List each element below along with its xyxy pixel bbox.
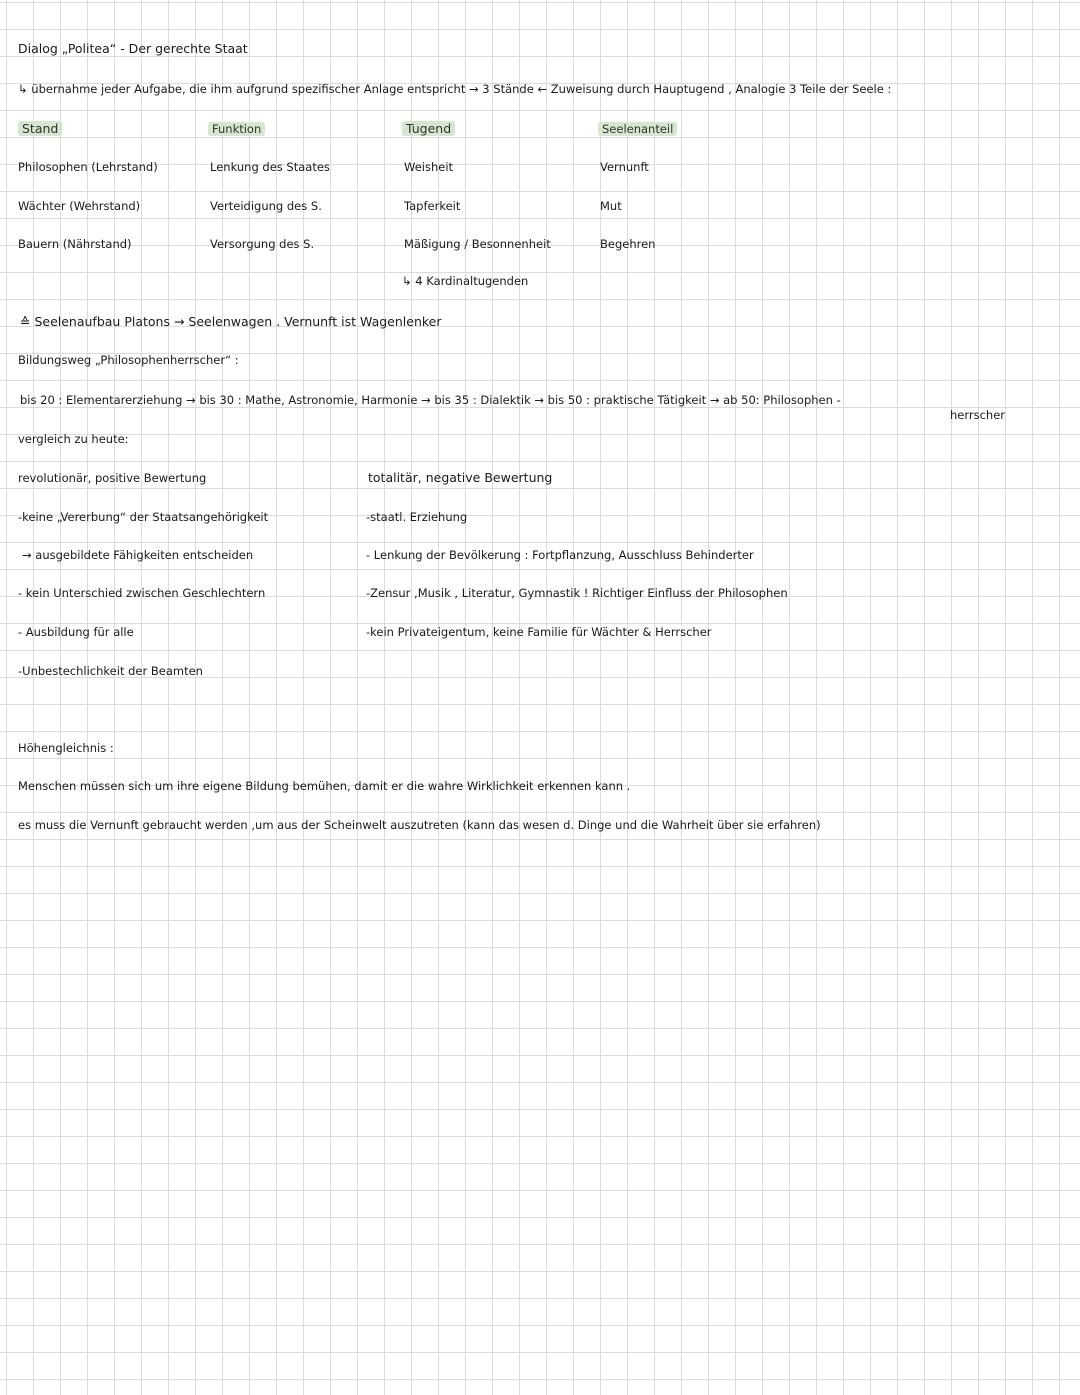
list-item: → ausgebildete Fähigkeiten entscheiden [22,548,254,562]
table-cell: Wächter (Wehrstand) [18,199,141,213]
table-cell: Lenkung des Staates [210,160,330,174]
bildungsweg-continuation: herrscher [950,408,1006,422]
list-item: -keine „Vererbung“ der Staatsangehörigkeit [18,510,269,524]
table-header-funktion [208,121,265,137]
header-label: Stand [18,121,62,136]
table-cell: Mut [600,199,622,213]
intro-line: ↳ übernahme jeder Aufgabe, die ihm aufgrund spezifischer Anlage entspricht → 3 Stände ← Zuweisung durch Hauptugend , Analogie 3 Teile der Seele : [18,82,892,96]
header-label: Seelenanteil [598,122,677,136]
table-cell: Versorgung des S. [210,237,315,251]
table-cell: Weisheit [404,160,454,174]
list-item: -staatl. Erziehung [366,510,468,524]
table-cell: Tapferkeit [404,199,461,213]
bildungsweg-line: bis 20 : Elementarerziehung → bis 30 : Mathe, Astronomie, Harmonie → bis 35 : Dialektik → bis 50 : praktische Tätigkeit → ab 50: Philosophen - [20,393,841,407]
compare-label: vergleich zu heute: [18,432,129,446]
table-cell: Mäßigung / Besonnenheit [404,237,551,251]
table-header-seelenanteil [598,121,677,137]
hoehle-line: es muss die Vernunft gebraucht werden ,um aus der Scheinwelt auszutreten (kann das wesen d. Dinge und die Wahrheit über sie erfahren) [18,818,821,832]
table-header-stand [18,121,62,137]
compare-left-heading: revolutionär, positive Bewertung [18,471,207,485]
list-item: - kein Unterschied zwischen Geschlechtern [18,586,266,600]
bildungsweg-label: Bildungsweg „Philosophenherrscher“ : [18,353,239,367]
compare-right-heading: totalitär, negative Bewertung [368,470,553,485]
page-title: Dialog „Politea“ - Der gerechte Staat [18,41,248,56]
table-cell: Verteidigung des S. [210,199,322,213]
list-item: - Lenkung der Bevölkerung : Fortpflanzung, Ausschluss Behinderter [366,548,754,562]
soul-structure-line: ≙ Seelenaufbau Platons → Seelenwagen . Vernunft ist Wagenlenker [20,314,442,329]
list-item: -Unbestechlichkeit der Beamten [18,664,203,678]
hoehle-label: Höhengleichnis : [18,741,114,755]
table-cell: Philosophen (Lehrstand) [18,160,158,174]
table-cell: Bauern (Nährstand) [18,237,132,251]
hoehle-line: Menschen müssen sich um ihre eigene Bildung bemühen, damit er die wahre Wirklichkeit erkennen kann . [18,779,631,793]
header-label: Funktion [208,122,265,136]
kardinaltugenden-note: ↳ 4 Kardinaltugenden [402,274,529,288]
list-item: -Zensur ,Musik , Literatur, Gymnastik ! Richtiger Einfluss der Philosophen [366,586,788,600]
list-item: - Ausbildung für alle [18,625,134,639]
list-item: -kein Privateigentum, keine Familie für Wächter & Herrscher [366,625,712,639]
table-cell: Vernunft [600,160,649,174]
header-label: Tugend [402,121,455,136]
table-header-tugend [402,121,455,137]
table-cell: Begehren [600,237,656,251]
